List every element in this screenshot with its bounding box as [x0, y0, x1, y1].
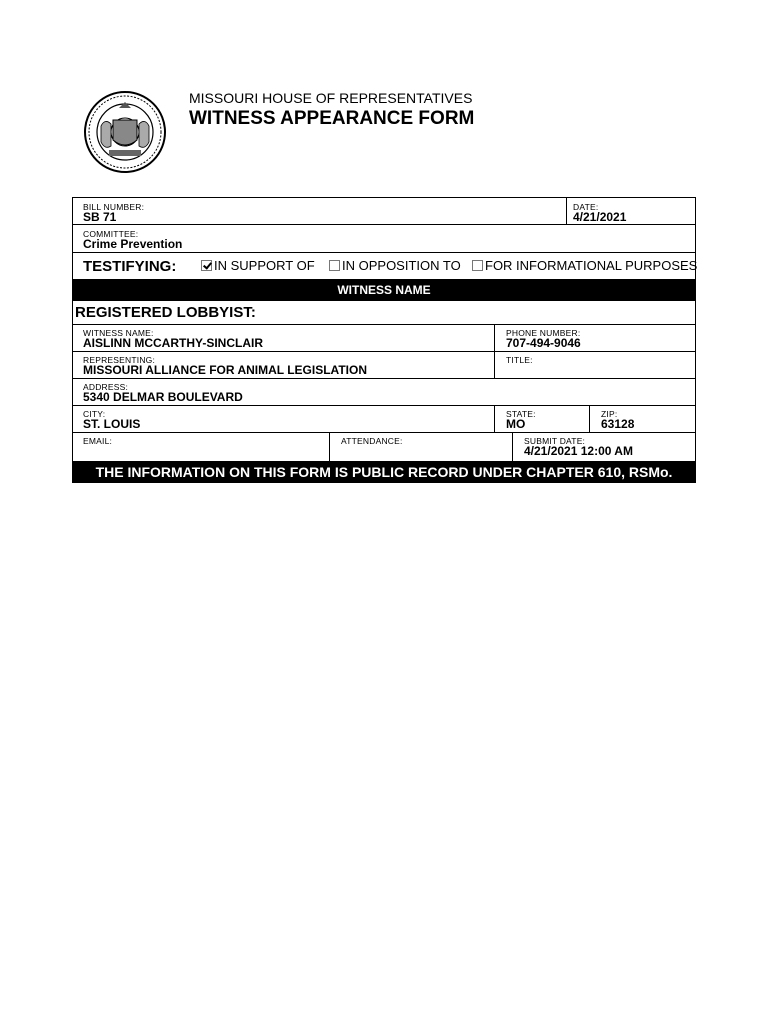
divider — [73, 351, 695, 352]
bill-number-value[interactable]: SB 71 — [83, 210, 117, 224]
checkbox-icon[interactable] — [472, 260, 483, 271]
witness-form — [72, 197, 696, 483]
option-label: IN OPPOSITION TO — [342, 258, 461, 273]
committee-value[interactable]: Crime Prevention — [83, 237, 183, 251]
address-label: ADDRESS: — [83, 382, 129, 392]
divider — [566, 198, 567, 225]
option-label: FOR INFORMATIONAL PURPOSES — [485, 258, 698, 273]
city-value[interactable]: ST. LOUIS — [83, 417, 141, 431]
state-label: STATE: — [506, 409, 536, 419]
house-subtitle: MISSOURI HOUSE OF REPRESENTATIVES — [189, 90, 473, 106]
divider — [589, 405, 590, 432]
divider — [512, 432, 513, 461]
option-label: IN SUPPORT OF — [214, 258, 315, 273]
email-label: EMAIL: — [83, 436, 113, 446]
bill-number-label: BILL NUMBER: — [83, 202, 145, 212]
submit-date-label: SUBMIT DATE: — [524, 436, 586, 446]
date-label: DATE: — [573, 202, 599, 212]
address-value[interactable]: 5340 DELMAR BOULEVARD — [83, 390, 243, 404]
submit-date-value[interactable]: 4/21/2021 12:00 AM — [524, 444, 633, 458]
missouri-seal-icon — [83, 90, 167, 174]
phone-label: PHONE NUMBER: — [506, 328, 581, 338]
witness-name-value[interactable]: AISLINN MCCARTHY-SINCLAIR — [83, 336, 263, 350]
divider — [73, 224, 695, 225]
witness-name-label: WITNESS NAME: — [83, 328, 154, 338]
form-title: WITNESS APPEARANCE FORM — [189, 108, 475, 129]
divider — [73, 405, 695, 406]
option-in-opposition[interactable] — [329, 258, 461, 273]
phone-value[interactable]: 707-494-9046 — [506, 336, 581, 350]
date-value[interactable]: 4/21/2021 — [573, 210, 627, 224]
zip-value[interactable]: 63128 — [601, 417, 635, 431]
divider — [329, 432, 330, 461]
representing-label: REPRESENTING: — [83, 355, 156, 365]
divider — [73, 252, 695, 253]
zip-label: ZIP: — [601, 409, 618, 419]
option-informational[interactable] — [472, 258, 697, 273]
registered-lobbyist-label: REGISTERED LOBBYIST: — [75, 304, 256, 321]
witness-name-bar: WITNESS NAME — [73, 279, 695, 301]
public-record-notice: THE INFORMATION ON THIS FORM IS PUBLIC RECORD UNDER CHAPTER 610, RSMo. — [73, 461, 695, 483]
checkbox-checked-icon[interactable] — [201, 260, 212, 271]
attendance-label: ATTENDANCE: — [341, 436, 403, 446]
committee-label: COMMITTEE: — [83, 229, 139, 239]
title-label: TITLE: — [506, 355, 533, 365]
checkbox-icon[interactable] — [329, 260, 340, 271]
option-in-support[interactable] — [201, 258, 315, 273]
divider — [73, 432, 695, 433]
divider — [494, 405, 495, 432]
state-value[interactable]: MO — [506, 417, 526, 431]
divider — [73, 378, 695, 379]
testifying-label: TESTIFYING: — [83, 258, 177, 275]
divider — [73, 324, 695, 325]
representing-value[interactable]: MISSOURI ALLIANCE FOR ANIMAL LEGISLATION — [83, 363, 367, 377]
city-label: CITY: — [83, 409, 106, 419]
